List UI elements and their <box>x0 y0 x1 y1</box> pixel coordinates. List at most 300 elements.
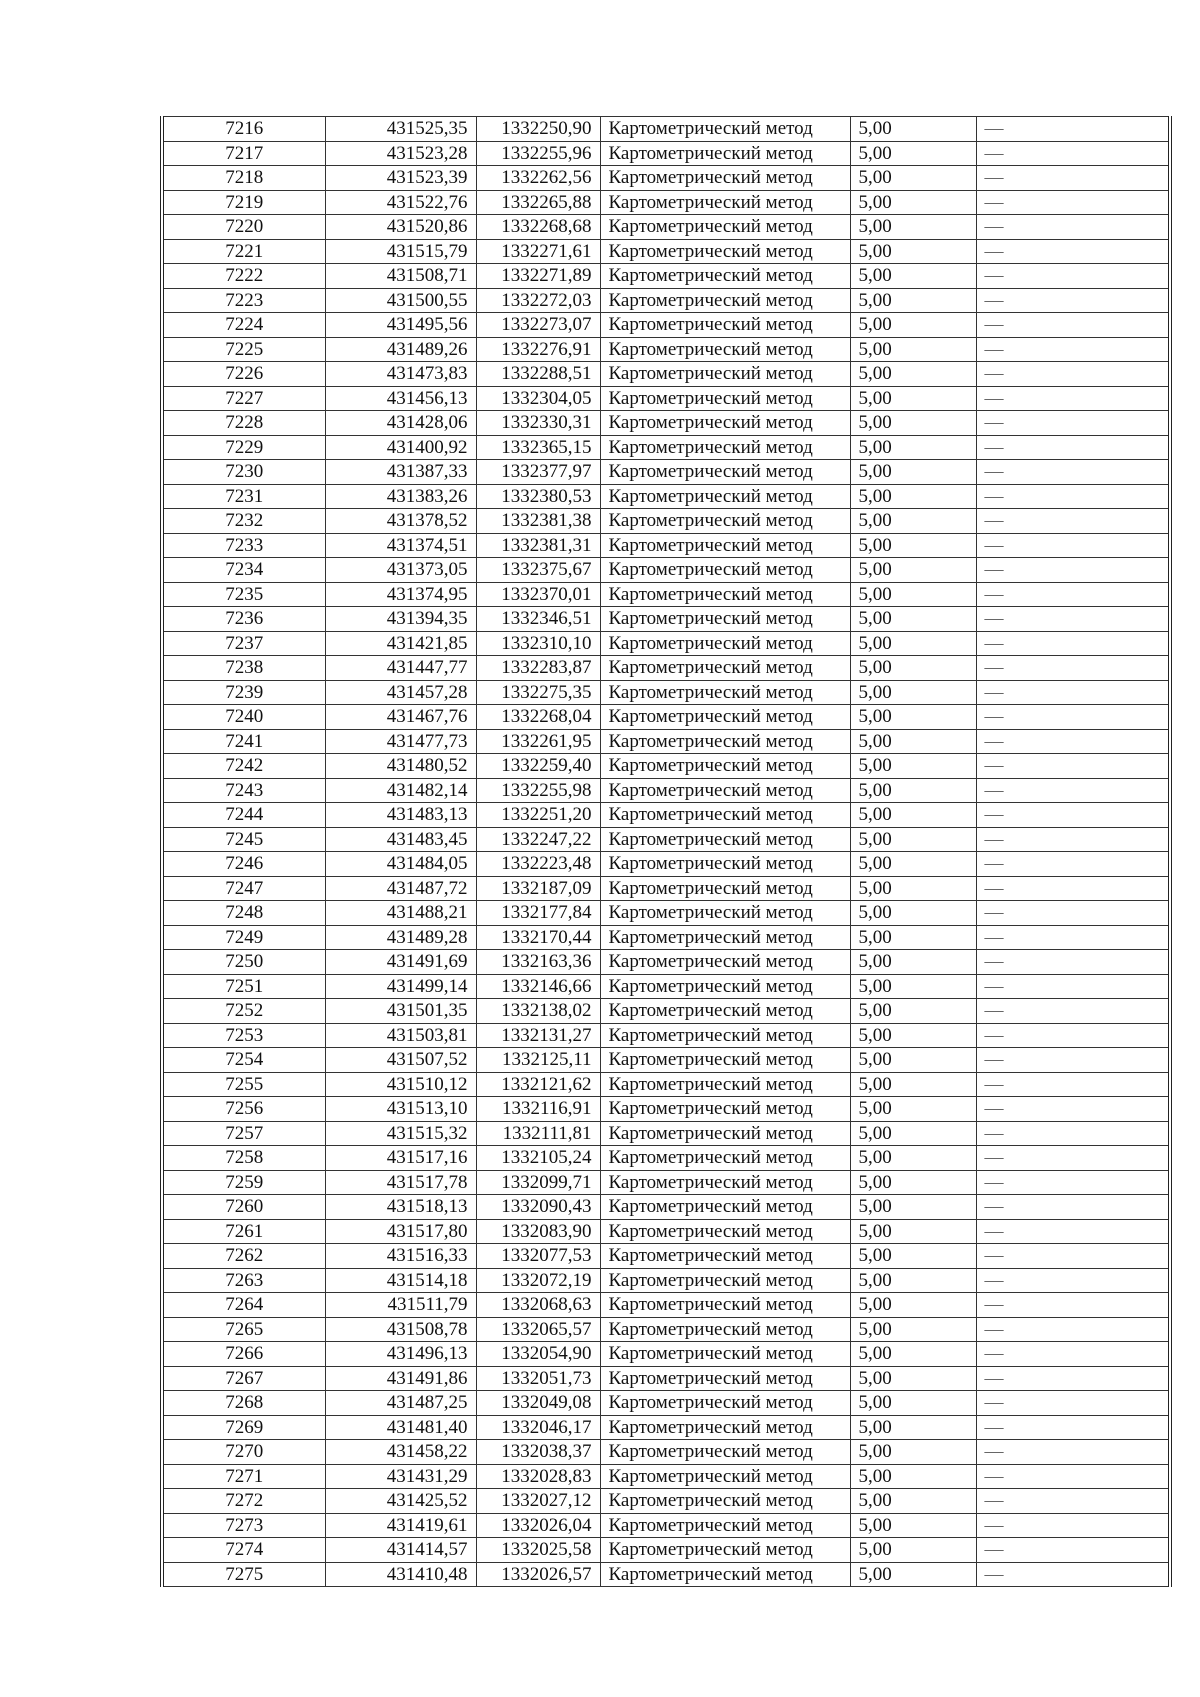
x-coordinate-cell: 431374,51 <box>325 533 476 558</box>
y-coordinate-cell: 1332068,63 <box>476 1293 600 1318</box>
accuracy-cell: 5,00 <box>850 827 976 852</box>
table-row <box>162 509 1170 534</box>
x-coordinate-cell: 431456,13 <box>325 386 476 411</box>
point-number-cell: 7233 <box>162 533 325 558</box>
method-cell: Картометрический метод <box>600 435 850 460</box>
table-row <box>162 1023 1170 1048</box>
table-row <box>162 1219 1170 1244</box>
y-coordinate-cell: 1332261,95 <box>476 729 600 754</box>
note-cell: — <box>976 582 1170 607</box>
note-cell: — <box>976 484 1170 509</box>
method-cell: Картометрический метод <box>600 901 850 926</box>
note-cell: — <box>976 141 1170 166</box>
note-cell: — <box>976 803 1170 828</box>
point-number-cell: 7251 <box>162 974 325 999</box>
x-coordinate-cell: 431487,72 <box>325 876 476 901</box>
table-row <box>162 1170 1170 1195</box>
note-cell: — <box>976 1146 1170 1171</box>
x-coordinate-cell: 431517,78 <box>325 1170 476 1195</box>
table-row <box>162 190 1170 215</box>
y-coordinate-cell: 1332251,20 <box>476 803 600 828</box>
point-number-cell: 7270 <box>162 1440 325 1465</box>
x-coordinate-cell: 431483,13 <box>325 803 476 828</box>
accuracy-cell: 5,00 <box>850 1415 976 1440</box>
method-cell: Картометрический метод <box>600 680 850 705</box>
y-coordinate-cell: 1332272,03 <box>476 288 600 313</box>
accuracy-cell: 5,00 <box>850 876 976 901</box>
point-number-cell: 7232 <box>162 509 325 534</box>
accuracy-cell: 5,00 <box>850 852 976 877</box>
point-number-cell: 7257 <box>162 1121 325 1146</box>
method-cell: Картометрический метод <box>600 1048 850 1073</box>
accuracy-cell: 5,00 <box>850 484 976 509</box>
x-coordinate-cell: 431496,13 <box>325 1342 476 1367</box>
table-row <box>162 264 1170 289</box>
note-cell: — <box>976 1097 1170 1122</box>
y-coordinate-cell: 1332310,10 <box>476 631 600 656</box>
note-cell: — <box>976 190 1170 215</box>
method-cell: Картометрический метод <box>600 1121 850 1146</box>
table-row <box>162 974 1170 999</box>
x-coordinate-cell: 431507,52 <box>325 1048 476 1073</box>
y-coordinate-cell: 1332138,02 <box>476 999 600 1024</box>
point-number-cell: 7229 <box>162 435 325 460</box>
note-cell: — <box>976 1317 1170 1342</box>
table-row <box>162 1146 1170 1171</box>
y-coordinate-cell: 1332105,24 <box>476 1146 600 1171</box>
x-coordinate-cell: 431477,73 <box>325 729 476 754</box>
accuracy-cell: 5,00 <box>850 435 976 460</box>
method-cell: Картометрический метод <box>600 558 850 583</box>
method-cell: Картометрический метод <box>600 1023 850 1048</box>
method-cell: Картометрический метод <box>600 754 850 779</box>
table-row <box>162 754 1170 779</box>
x-coordinate-cell: 431482,14 <box>325 778 476 803</box>
x-coordinate-cell: 431483,45 <box>325 827 476 852</box>
point-number-cell: 7246 <box>162 852 325 877</box>
method-cell: Картометрический метод <box>600 631 850 656</box>
method-cell: Картометрический метод <box>600 117 850 142</box>
accuracy-cell: 5,00 <box>850 607 976 632</box>
note-cell: — <box>976 729 1170 754</box>
note-cell: — <box>976 1415 1170 1440</box>
accuracy-cell: 5,00 <box>850 141 976 166</box>
accuracy-cell: 5,00 <box>850 974 976 999</box>
point-number-cell: 7263 <box>162 1268 325 1293</box>
y-coordinate-cell: 1332377,97 <box>476 460 600 485</box>
method-cell: Картометрический метод <box>600 876 850 901</box>
note-cell: — <box>976 1170 1170 1195</box>
note-cell: — <box>976 1121 1170 1146</box>
y-coordinate-cell: 1332077,53 <box>476 1244 600 1269</box>
accuracy-cell: 5,00 <box>850 680 976 705</box>
table-row <box>162 607 1170 632</box>
x-coordinate-cell: 431491,69 <box>325 950 476 975</box>
note-cell: — <box>976 239 1170 264</box>
x-coordinate-cell: 431511,79 <box>325 1293 476 1318</box>
note-cell: — <box>976 754 1170 779</box>
method-cell: Картометрический метод <box>600 729 850 754</box>
x-coordinate-cell: 431457,28 <box>325 680 476 705</box>
accuracy-cell: 5,00 <box>850 901 976 926</box>
table-row <box>162 778 1170 803</box>
table-row <box>162 803 1170 828</box>
accuracy-cell: 5,00 <box>850 1342 976 1367</box>
accuracy-cell: 5,00 <box>850 264 976 289</box>
y-coordinate-cell: 1332268,04 <box>476 705 600 730</box>
y-coordinate-cell: 1332223,48 <box>476 852 600 877</box>
method-cell: Картометрический метод <box>600 1244 850 1269</box>
note-cell: — <box>976 852 1170 877</box>
method-cell: Картометрический метод <box>600 1342 850 1367</box>
method-cell: Картометрический метод <box>600 778 850 803</box>
y-coordinate-cell: 1332054,90 <box>476 1342 600 1367</box>
method-cell: Картометрический метод <box>600 1489 850 1514</box>
y-coordinate-cell: 1332255,96 <box>476 141 600 166</box>
method-cell: Картометрический метод <box>600 1562 850 1587</box>
y-coordinate-cell: 1332027,12 <box>476 1489 600 1514</box>
accuracy-cell: 5,00 <box>850 1464 976 1489</box>
table-row <box>162 362 1170 387</box>
table-row <box>162 435 1170 460</box>
note-cell: — <box>976 166 1170 191</box>
method-cell: Картометрический метод <box>600 141 850 166</box>
method-cell: Картометрический метод <box>600 288 850 313</box>
note-cell: — <box>976 288 1170 313</box>
point-number-cell: 7221 <box>162 239 325 264</box>
y-coordinate-cell: 1332028,83 <box>476 1464 600 1489</box>
method-cell: Картометрический метод <box>600 264 850 289</box>
method-cell: Картометрический метод <box>600 215 850 240</box>
y-coordinate-cell: 1332121,62 <box>476 1072 600 1097</box>
note-cell: — <box>976 1072 1170 1097</box>
point-number-cell: 7250 <box>162 950 325 975</box>
table-row <box>162 460 1170 485</box>
x-coordinate-cell: 431447,77 <box>325 656 476 681</box>
method-cell: Картометрический метод <box>600 1195 850 1220</box>
x-coordinate-cell: 431428,06 <box>325 411 476 436</box>
accuracy-cell: 5,00 <box>850 1195 976 1220</box>
accuracy-cell: 5,00 <box>850 582 976 607</box>
table-row <box>162 1048 1170 1073</box>
method-cell: Картометрический метод <box>600 1097 850 1122</box>
accuracy-cell: 5,00 <box>850 1072 976 1097</box>
method-cell: Картометрический метод <box>600 705 850 730</box>
accuracy-cell: 5,00 <box>850 1146 976 1171</box>
x-coordinate-cell: 431515,79 <box>325 239 476 264</box>
table-row <box>162 1415 1170 1440</box>
y-coordinate-cell: 1332250,90 <box>476 117 600 142</box>
accuracy-cell: 5,00 <box>850 1121 976 1146</box>
y-coordinate-cell: 1332072,19 <box>476 1268 600 1293</box>
method-cell: Картометрический метод <box>600 582 850 607</box>
accuracy-cell: 5,00 <box>850 337 976 362</box>
method-cell: Картометрический метод <box>600 925 850 950</box>
accuracy-cell: 5,00 <box>850 778 976 803</box>
accuracy-cell: 5,00 <box>850 411 976 436</box>
accuracy-cell: 5,00 <box>850 509 976 534</box>
point-number-cell: 7216 <box>162 117 325 142</box>
note-cell: — <box>976 509 1170 534</box>
note-cell: — <box>976 264 1170 289</box>
y-coordinate-cell: 1332259,40 <box>476 754 600 779</box>
table-row <box>162 1244 1170 1269</box>
accuracy-cell: 5,00 <box>850 215 976 240</box>
point-number-cell: 7244 <box>162 803 325 828</box>
point-number-cell: 7273 <box>162 1513 325 1538</box>
method-cell: Картометрический метод <box>600 362 850 387</box>
accuracy-cell: 5,00 <box>850 386 976 411</box>
point-number-cell: 7243 <box>162 778 325 803</box>
x-coordinate-cell: 431473,83 <box>325 362 476 387</box>
table-row <box>162 1342 1170 1367</box>
y-coordinate-cell: 1332163,36 <box>476 950 600 975</box>
note-cell: — <box>976 117 1170 142</box>
y-coordinate-cell: 1332370,01 <box>476 582 600 607</box>
table-row <box>162 680 1170 705</box>
accuracy-cell: 5,00 <box>850 1023 976 1048</box>
point-number-cell: 7261 <box>162 1219 325 1244</box>
method-cell: Картометрический метод <box>600 1219 850 1244</box>
note-cell: — <box>976 1195 1170 1220</box>
note-cell: — <box>976 876 1170 901</box>
x-coordinate-cell: 431520,86 <box>325 215 476 240</box>
x-coordinate-cell: 431491,86 <box>325 1366 476 1391</box>
method-cell: Картометрический метод <box>600 1366 850 1391</box>
accuracy-cell: 5,00 <box>850 1489 976 1514</box>
table-row <box>162 558 1170 583</box>
note-cell: — <box>976 1048 1170 1073</box>
x-coordinate-cell: 431374,95 <box>325 582 476 607</box>
y-coordinate-cell: 1332381,31 <box>476 533 600 558</box>
x-coordinate-cell: 431517,80 <box>325 1219 476 1244</box>
accuracy-cell: 5,00 <box>850 705 976 730</box>
note-cell: — <box>976 1268 1170 1293</box>
note-cell: — <box>976 558 1170 583</box>
y-coordinate-cell: 1332273,07 <box>476 313 600 338</box>
y-coordinate-cell: 1332283,87 <box>476 656 600 681</box>
coordinates-table <box>160 116 1172 1587</box>
y-coordinate-cell: 1332255,98 <box>476 778 600 803</box>
note-cell: — <box>976 1342 1170 1367</box>
note-cell: — <box>976 1513 1170 1538</box>
accuracy-cell: 5,00 <box>850 239 976 264</box>
note-cell: — <box>976 901 1170 926</box>
method-cell: Картометрический метод <box>600 239 850 264</box>
x-coordinate-cell: 431458,22 <box>325 1440 476 1465</box>
y-coordinate-cell: 1332049,08 <box>476 1391 600 1416</box>
point-number-cell: 7253 <box>162 1023 325 1048</box>
note-cell: — <box>976 1023 1170 1048</box>
x-coordinate-cell: 431373,05 <box>325 558 476 583</box>
point-number-cell: 7224 <box>162 313 325 338</box>
x-coordinate-cell: 431515,32 <box>325 1121 476 1146</box>
y-coordinate-cell: 1332276,91 <box>476 337 600 362</box>
table-row <box>162 288 1170 313</box>
note-cell: — <box>976 386 1170 411</box>
x-coordinate-cell: 431525,35 <box>325 117 476 142</box>
point-number-cell: 7217 <box>162 141 325 166</box>
table-row <box>162 1268 1170 1293</box>
accuracy-cell: 5,00 <box>850 1366 976 1391</box>
note-cell: — <box>976 680 1170 705</box>
y-coordinate-cell: 1332099,71 <box>476 1170 600 1195</box>
x-coordinate-cell: 431488,21 <box>325 901 476 926</box>
table-row <box>162 166 1170 191</box>
x-coordinate-cell: 431522,76 <box>325 190 476 215</box>
note-cell: — <box>976 778 1170 803</box>
point-number-cell: 7274 <box>162 1538 325 1563</box>
table-row <box>162 1097 1170 1122</box>
table-row <box>162 1464 1170 1489</box>
method-cell: Картометрический метод <box>600 386 850 411</box>
method-cell: Картометрический метод <box>600 974 850 999</box>
accuracy-cell: 5,00 <box>850 950 976 975</box>
y-coordinate-cell: 1332247,22 <box>476 827 600 852</box>
table-row <box>162 1391 1170 1416</box>
table-row <box>162 876 1170 901</box>
note-cell: — <box>976 1440 1170 1465</box>
table-row <box>162 1513 1170 1538</box>
note-cell: — <box>976 1219 1170 1244</box>
accuracy-cell: 5,00 <box>850 460 976 485</box>
note-cell: — <box>976 974 1170 999</box>
table-row <box>162 411 1170 436</box>
method-cell: Картометрический метод <box>600 533 850 558</box>
y-coordinate-cell: 1332025,58 <box>476 1538 600 1563</box>
point-number-cell: 7219 <box>162 190 325 215</box>
x-coordinate-cell: 431394,35 <box>325 607 476 632</box>
note-cell: — <box>976 607 1170 632</box>
point-number-cell: 7271 <box>162 1464 325 1489</box>
x-coordinate-cell: 431421,85 <box>325 631 476 656</box>
x-coordinate-cell: 431508,78 <box>325 1317 476 1342</box>
accuracy-cell: 5,00 <box>850 1293 976 1318</box>
x-coordinate-cell: 431419,61 <box>325 1513 476 1538</box>
table-row <box>162 484 1170 509</box>
accuracy-cell: 5,00 <box>850 1219 976 1244</box>
accuracy-cell: 5,00 <box>850 1048 976 1073</box>
point-number-cell: 7223 <box>162 288 325 313</box>
accuracy-cell: 5,00 <box>850 631 976 656</box>
table-row <box>162 656 1170 681</box>
point-number-cell: 7240 <box>162 705 325 730</box>
accuracy-cell: 5,00 <box>850 999 976 1024</box>
table-row <box>162 1195 1170 1220</box>
y-coordinate-cell: 1332083,90 <box>476 1219 600 1244</box>
note-cell: — <box>976 533 1170 558</box>
x-coordinate-cell: 431517,16 <box>325 1146 476 1171</box>
y-coordinate-cell: 1332265,88 <box>476 190 600 215</box>
point-number-cell: 7231 <box>162 484 325 509</box>
table-row <box>162 1440 1170 1465</box>
y-coordinate-cell: 1332090,43 <box>476 1195 600 1220</box>
point-number-cell: 7242 <box>162 754 325 779</box>
x-coordinate-cell: 431510,12 <box>325 1072 476 1097</box>
y-coordinate-cell: 1332170,44 <box>476 925 600 950</box>
method-cell: Картометрический метод <box>600 999 850 1024</box>
coordinates-table-body <box>162 117 1170 1587</box>
method-cell: Картометрический метод <box>600 1513 850 1538</box>
y-coordinate-cell: 1332026,57 <box>476 1562 600 1587</box>
y-coordinate-cell: 1332131,27 <box>476 1023 600 1048</box>
note-cell: — <box>976 925 1170 950</box>
note-cell: — <box>976 1538 1170 1563</box>
method-cell: Картометрический метод <box>600 1072 850 1097</box>
accuracy-cell: 5,00 <box>850 313 976 338</box>
method-cell: Картометрический метод <box>600 827 850 852</box>
y-coordinate-cell: 1332125,11 <box>476 1048 600 1073</box>
point-number-cell: 7230 <box>162 460 325 485</box>
method-cell: Картометрический метод <box>600 411 850 436</box>
point-number-cell: 7218 <box>162 166 325 191</box>
y-coordinate-cell: 1332262,56 <box>476 166 600 191</box>
accuracy-cell: 5,00 <box>850 925 976 950</box>
point-number-cell: 7222 <box>162 264 325 289</box>
table-row <box>162 827 1170 852</box>
y-coordinate-cell: 1332275,35 <box>476 680 600 705</box>
table-row <box>162 1366 1170 1391</box>
point-number-cell: 7262 <box>162 1244 325 1269</box>
method-cell: Картометрический метод <box>600 1391 850 1416</box>
note-cell: — <box>976 337 1170 362</box>
method-cell: Картометрический метод <box>600 1293 850 1318</box>
x-coordinate-cell: 431523,39 <box>325 166 476 191</box>
x-coordinate-cell: 431378,52 <box>325 509 476 534</box>
point-number-cell: 7245 <box>162 827 325 852</box>
point-number-cell: 7247 <box>162 876 325 901</box>
note-cell: — <box>976 460 1170 485</box>
y-coordinate-cell: 1332111,81 <box>476 1121 600 1146</box>
y-coordinate-cell: 1332026,04 <box>476 1513 600 1538</box>
table-row <box>162 239 1170 264</box>
table-row <box>162 901 1170 926</box>
accuracy-cell: 5,00 <box>850 803 976 828</box>
accuracy-cell: 5,00 <box>850 362 976 387</box>
table-row <box>162 1317 1170 1342</box>
method-cell: Картометрический метод <box>600 337 850 362</box>
accuracy-cell: 5,00 <box>850 1170 976 1195</box>
y-coordinate-cell: 1332346,51 <box>476 607 600 632</box>
table-row <box>162 1489 1170 1514</box>
x-coordinate-cell: 431508,71 <box>325 264 476 289</box>
y-coordinate-cell: 1332038,37 <box>476 1440 600 1465</box>
table-row <box>162 631 1170 656</box>
point-number-cell: 7239 <box>162 680 325 705</box>
point-number-cell: 7226 <box>162 362 325 387</box>
method-cell: Картометрический метод <box>600 1415 850 1440</box>
method-cell: Картометрический метод <box>600 1464 850 1489</box>
method-cell: Картометрический метод <box>600 950 850 975</box>
point-number-cell: 7260 <box>162 1195 325 1220</box>
x-coordinate-cell: 431425,52 <box>325 1489 476 1514</box>
table-row <box>162 215 1170 240</box>
method-cell: Картометрический метод <box>600 852 850 877</box>
point-number-cell: 7255 <box>162 1072 325 1097</box>
note-cell: — <box>976 1562 1170 1587</box>
y-coordinate-cell: 1332116,91 <box>476 1097 600 1122</box>
accuracy-cell: 5,00 <box>850 1440 976 1465</box>
table-row <box>162 1538 1170 1563</box>
note-cell: — <box>976 1464 1170 1489</box>
method-cell: Картометрический метод <box>600 1170 850 1195</box>
table-row <box>162 705 1170 730</box>
table-row <box>162 386 1170 411</box>
table-row <box>162 1072 1170 1097</box>
method-cell: Картометрический метод <box>600 1538 850 1563</box>
point-number-cell: 7259 <box>162 1170 325 1195</box>
table-row <box>162 582 1170 607</box>
